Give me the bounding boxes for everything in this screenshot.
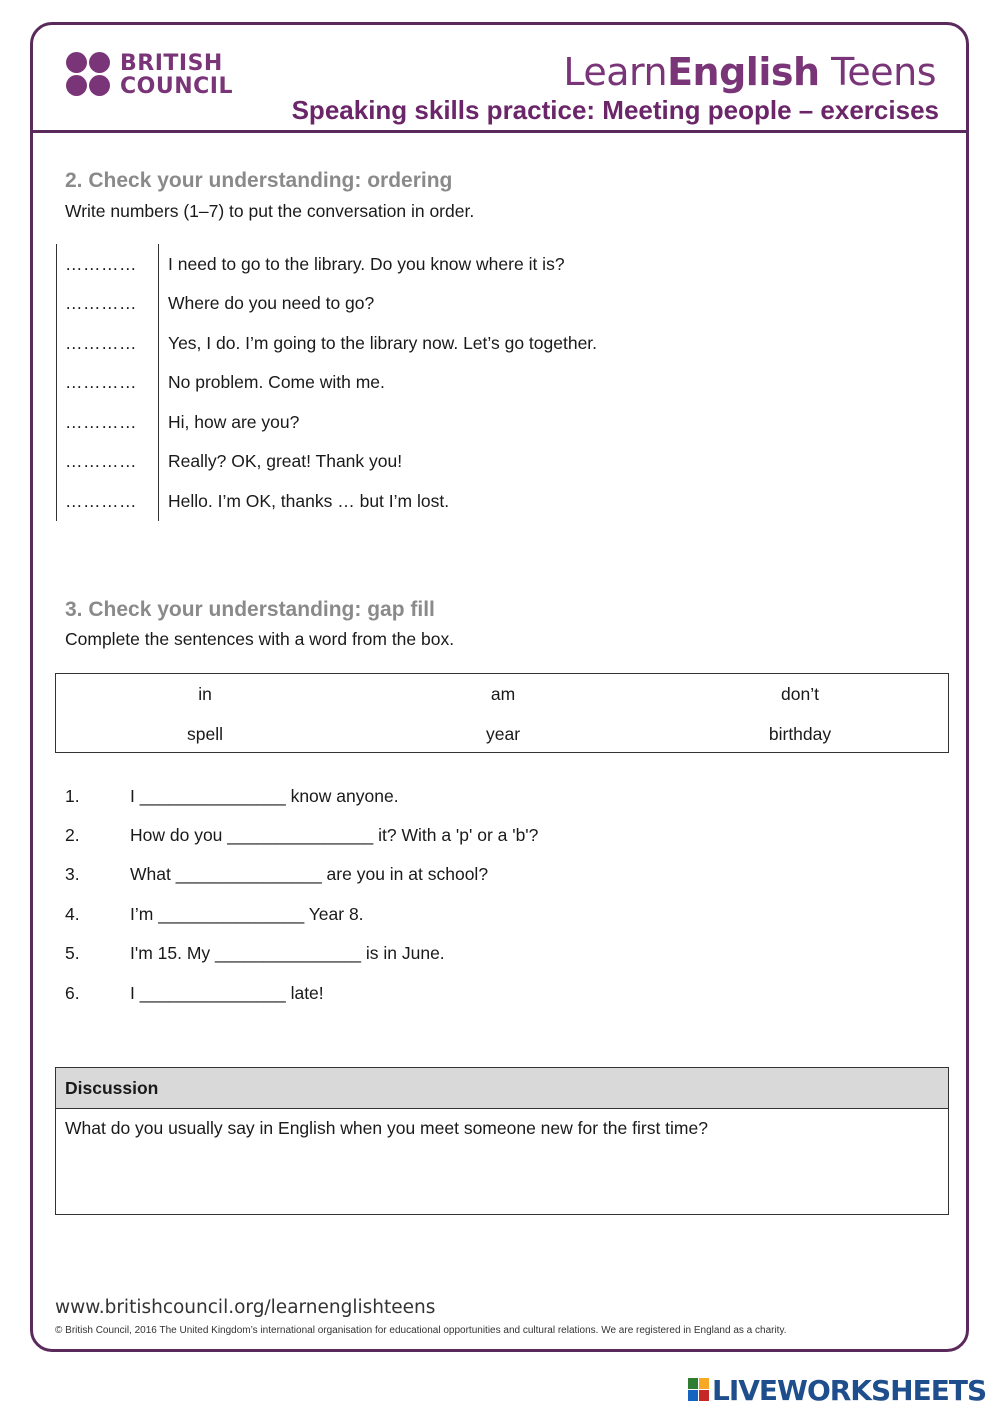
order-number-blank[interactable]: ………… (65, 293, 137, 313)
footer-copyright: © British Council, 2016 The United Kingdom’s international organisation for educational opportunities and cultural relations. We are registered in England as a charity. (55, 1325, 787, 1336)
order-number-blank[interactable]: ………… (65, 333, 137, 353)
order-number-blank[interactable]: ………… (65, 491, 137, 511)
section2-title: 2. Check your understanding: ordering (65, 169, 453, 192)
bc-logo-line2: COUNCIL (120, 74, 233, 99)
word-box-item: don’t (781, 684, 819, 704)
gap-fill-sentence[interactable]: I _______________ late! (130, 983, 324, 1003)
discussion-heading: Discussion (56, 1068, 948, 1109)
ordering-row (56, 254, 656, 284)
gap-fill-number: 1. (65, 786, 80, 806)
liveworksheets-logo (688, 1374, 988, 1406)
order-number-blank[interactable]: ………… (65, 372, 137, 392)
conversation-line: Where do you need to go? (168, 293, 375, 313)
section3-title: 3. Check your understanding: gap fill (65, 598, 435, 621)
ordering-row (56, 451, 656, 481)
british-council-logo (66, 50, 246, 100)
ordering-row (56, 293, 656, 323)
order-number-blank[interactable]: ………… (65, 412, 137, 432)
ordering-row (56, 333, 656, 363)
ordering-row (56, 491, 656, 521)
section2-instruction: Write numbers (1–7) to put the conversation in order. (65, 201, 475, 221)
discussion-question: What do you usually say in English when you meet someone new for the first time? (65, 1118, 708, 1138)
conversation-line: Hi, how are you? (168, 412, 300, 432)
page-title: Speaking skills practice: Meeting people – exercises (291, 95, 939, 125)
gap-fill-number: 2. (65, 825, 80, 845)
header-divider (30, 130, 969, 133)
discussion-box (55, 1067, 949, 1215)
word-box-item: year (485, 724, 521, 744)
order-number-blank[interactable]: ………… (65, 254, 137, 274)
word-box-item: spell (187, 724, 223, 744)
liveworksheets-icon (688, 1378, 710, 1402)
logo-learn: Learn (563, 50, 668, 94)
word-box-item: am (490, 684, 516, 704)
logo-teens: Teens (819, 50, 936, 94)
footer-url[interactable]: www.britishcouncil.org/learnenglishteens (55, 1297, 436, 1318)
gap-fill-sentence[interactable]: I’m _______________ Year 8. (130, 904, 364, 924)
gap-fill-sentence[interactable]: What _______________ are you in at school? (130, 864, 489, 884)
conversation-line: Really? OK, great! Thank you! (168, 451, 403, 471)
ordering-row (56, 372, 656, 402)
conversation-line: No problem. Come with me. (168, 372, 385, 392)
order-number-blank[interactable]: ………… (65, 451, 137, 471)
gap-fill-sentence[interactable]: How do you _______________ it? With a 'p' or a 'b'? (130, 825, 539, 845)
word-box-item: in (198, 684, 212, 704)
conversation-line: I need to go to the library. Do you know where it is? (168, 254, 565, 274)
word-box-item: birthday (768, 724, 832, 744)
gap-fill-number: 6. (65, 983, 80, 1003)
british-council-dots-icon (66, 50, 114, 98)
liveworksheets-wordmark: LIVEWORKSHEETS (712, 1374, 987, 1407)
conversation-line: Yes, I do. I’m going to the library now. Let’s go together. (168, 333, 598, 353)
section3-instruction: Complete the sentences with a word from the box. (65, 629, 455, 649)
gap-fill-number: 4. (65, 904, 80, 924)
ordering-row (56, 412, 656, 442)
logo-english: English (667, 50, 820, 94)
gap-fill-sentence[interactable]: I _______________ know anyone. (130, 786, 399, 806)
conversation-line: Hello. I’m OK, thanks … but I’m lost. (168, 491, 450, 511)
gap-fill-sentence[interactable]: I'm 15. My _______________ is in June. (130, 943, 445, 963)
gap-fill-number: 5. (65, 943, 80, 963)
british-council-wordmark (120, 52, 233, 98)
gap-fill-number: 3. (65, 864, 80, 884)
learnenglish-teens-logo (563, 50, 936, 94)
bc-logo-line1: BRITISH (120, 51, 223, 76)
word-box (55, 673, 949, 753)
